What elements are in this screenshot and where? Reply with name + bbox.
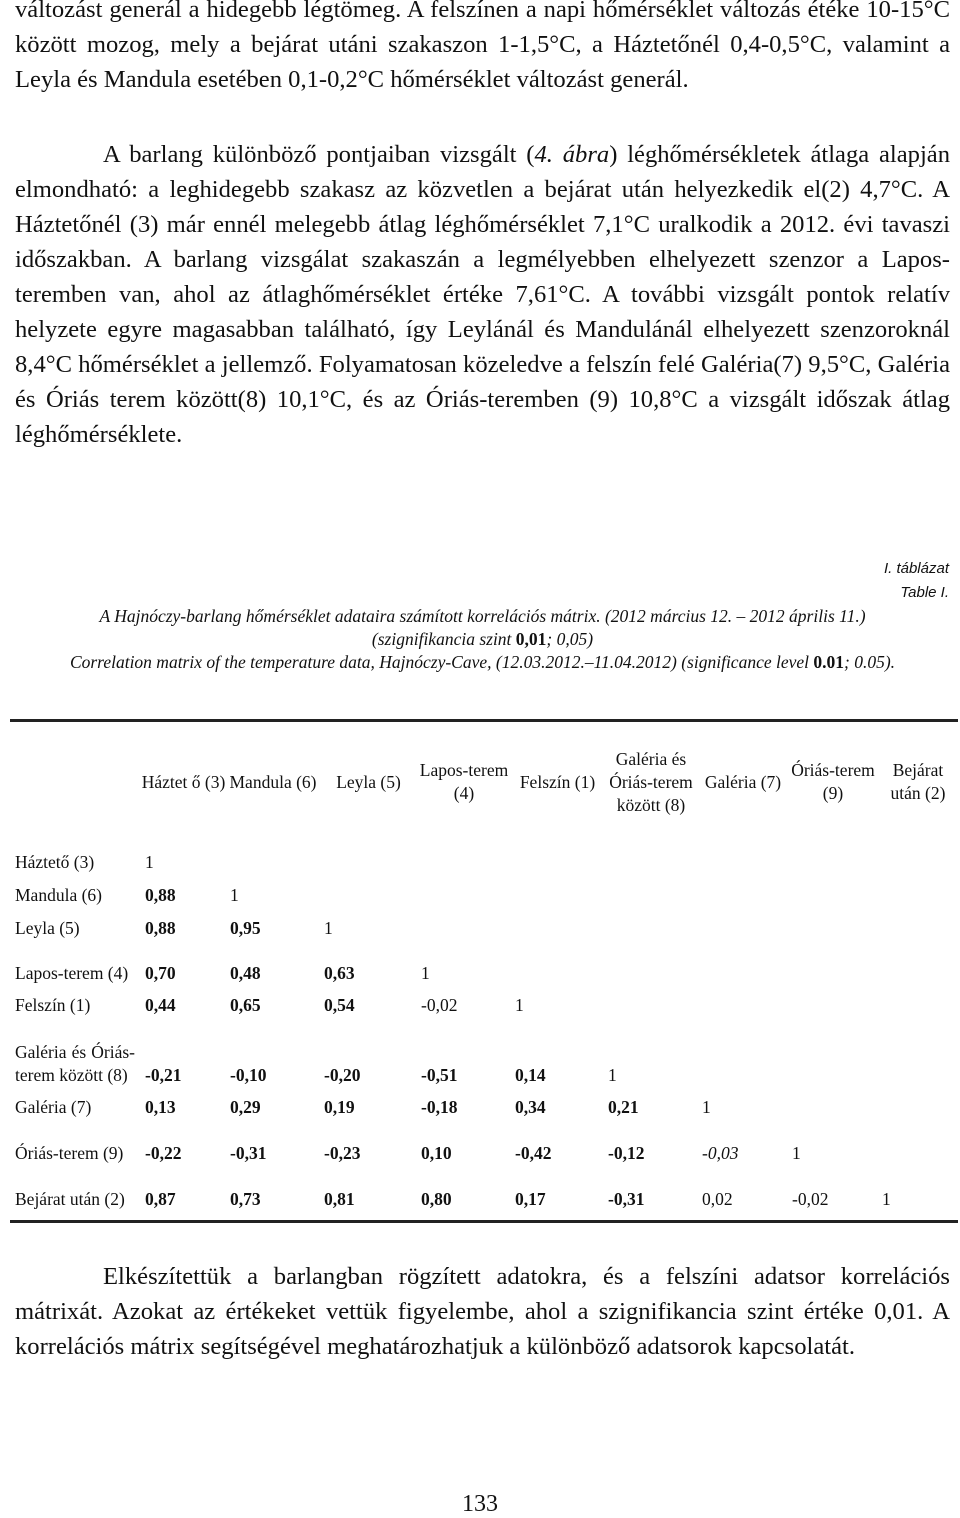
column-header: Leyla (5) [336,771,401,792]
table-cell: 1 [882,1189,891,1209]
table-cell: 0,88 [145,918,176,938]
table-cell [511,940,604,985]
row-label: Óriás-terem (9) [15,1143,124,1163]
row-label: Galéria és Óriás-terem között (8) [15,1042,135,1085]
table-cell [698,874,788,907]
table-row [10,907,958,940]
column-header: Mandula (6) [229,771,317,792]
row-label: Háztető (3) [15,852,95,872]
table-cell: 0,02 [702,1189,733,1209]
column-header: Háztet ő (3) [141,771,226,792]
table-row [10,985,958,1017]
caption-en-end: ; 0.05). [844,652,896,672]
table-cell [878,1087,958,1119]
table-row [10,842,958,874]
table-cell: -0,12 [608,1143,645,1163]
page-number: 133 [462,1491,498,1517]
table-cell: 0,70 [145,963,176,983]
table-cell [417,842,511,874]
table-cell: 0,73 [230,1189,261,1209]
table-row [10,1087,958,1119]
row-label: Bejárat után (2) [15,1189,125,1209]
correlation-matrix-table [10,722,958,1211]
table-cell: 0,48 [230,963,261,983]
table-cell [788,1087,878,1119]
table-caption-hu [60,605,905,651]
table-cell: 0,63 [324,963,355,983]
table-cell: -0,21 [145,1065,182,1085]
table-cell [511,842,604,874]
table-cell: 1 [230,885,239,905]
row-label: Felszín (1) [15,995,91,1015]
row-label: Leyla (5) [15,918,80,938]
table-cell [878,907,958,940]
figure-reference: 4. ábra [534,141,610,168]
table-cell [788,907,878,940]
table-cell: -0,03 [702,1143,739,1163]
table-cell [698,907,788,940]
table-row [10,940,958,985]
table-cell [604,985,698,1017]
table-cell: 1 [145,852,154,872]
table-cell: 1 [515,995,524,1015]
table-cell: 0,13 [145,1097,176,1117]
table-cell [604,842,698,874]
paragraph-2-text-b: ) léghőmérsékletek átlaga alapján elmondható: a leghidegebb szakasz az közvetlen a bejárat után helyezkedik el(2) 4,7°C. A Háztetőnél (3) már ennél melegebb átlag léghőmérséklet 7,1°C uralkodik a 2012. évi tavaszi időszakban. A barlang vizsgálat szakaszán a legmélyebben elhelyezett szenzor a Lapos-teremben van, ahol az átlaghőmérséklet értéke 7,61°C. A további vizsgált pontok relatív helyzete egyre magasabban található, így Leylánál és Mandulánál elhelyezett szenzoroknál 8,4°C hőmérséklet a jellemző. Folyamatosan közeledve a felszín felé Galéria(7) 9,5°C, Galéria és Óriás terem között(8) 10,1°C, és az Óriás-teremben (9) 10,8°C a vizsgált időszak átlag léghőmérséklete. [15,141,950,448]
table-cell: -0,02 [421,995,458,1015]
table-cell: -0,31 [230,1143,267,1163]
corner-cell [10,722,141,842]
row-label: Mandula (6) [15,885,102,905]
caption-en-sig: 0.01 [813,652,845,672]
table-cell [788,842,878,874]
table-cell [511,907,604,940]
table-cell [698,940,788,985]
table-row [10,1017,958,1087]
table-row [10,874,958,907]
table-cell [417,907,511,940]
table-cell [320,874,417,907]
table-cell: 0,17 [515,1189,546,1209]
table-row [10,1119,958,1165]
caption-hu-text: A Hajnóczy-barlang hőmérséklet adataira számított korrelációs mátrix. (2012 március 12. – 2012 április 11.) (szignifikancia szint [99,606,866,649]
table-cell: 0,88 [145,885,176,905]
caption-en-text: Correlation matrix of the temperature data, Hajnóczy-Cave, (12.03.2012.–11.04.2012) (significance level [69,652,814,672]
table-cell: 1 [421,963,430,983]
table-cell: 0,29 [230,1097,261,1117]
table-cell: -0,23 [324,1143,361,1163]
table-cell: 0,44 [145,995,176,1015]
table-cell: 0,54 [324,995,355,1015]
table-cell: 0,80 [421,1189,452,1209]
table-cell: 0,95 [230,918,261,938]
table-cell [788,985,878,1017]
table-cell: 0,81 [324,1189,355,1209]
table-cell [698,842,788,874]
paragraph-3: Elkészítettük a barlangban rögzített adatokra, és a felszíni adatsor korrelációs mátrixát. Azokat az értékeket vettük figyelembe, ahol a szignifikancia szint értéke 0,01. A korrelációs mátrix segítségével meghatározhatjuk a különböző adatsorok kapcsolatát. [15,1263,950,1360]
column-header: Felszín (1) [519,771,596,792]
table-cell [417,874,511,907]
row-label: Lapos-terem (4) [15,963,129,983]
table-cell [878,1119,958,1165]
table-cell [878,1017,958,1087]
table-caption-en [60,651,905,674]
table-cell: -0,31 [608,1189,645,1209]
table-cell: 0,34 [515,1097,546,1117]
table-cell [878,940,958,985]
paragraph-2 [15,137,950,452]
paragraph-1: változást generál a hidegebb légtömeg. A felszínen a napi hőmérséklet változás étéke 10-15°C között mozog, mely a bejárat utáni szakaszon 1-1,5°C, a Háztetőnél 0,4-0,5°C, valamint a Leyla és Mandula esetében 0,1-0,2°C hőmérséklet változást generál. [15,0,950,93]
table-cell [788,874,878,907]
table-cell: -0,42 [515,1143,552,1163]
table-cell: 0,19 [324,1097,355,1117]
table-cell [320,842,417,874]
table-cell: 0,10 [421,1143,452,1163]
table-cell: 1 [702,1097,711,1117]
table-header-row [10,722,958,842]
table-cell: -0,10 [230,1065,267,1085]
table-cell [878,874,958,907]
table-cell [511,874,604,907]
table-row [10,1165,958,1211]
table-bottom-rule [10,1220,958,1223]
table-cell: 1 [324,918,333,938]
table-cell [878,842,958,874]
table-cell: -0,18 [421,1097,458,1117]
table-cell: -0,02 [792,1189,829,1209]
column-header: Galéria (7) [704,771,782,792]
column-header: Lapos-terem (4) [419,760,509,803]
table-cell: 0,87 [145,1189,176,1209]
caption-hu-sig: 0,01 [515,629,547,649]
table-cell: 1 [608,1065,617,1085]
table-cell: 0,65 [230,995,261,1015]
table-cell [788,1017,878,1087]
table-cell: -0,22 [145,1143,182,1163]
row-label: Galéria (7) [15,1097,92,1117]
table-cell: 1 [792,1143,801,1163]
column-header: Galéria és Óriás-terem között (8) [609,748,693,815]
column-header: Óriás-terem (9) [791,760,875,803]
table-cell: 0,21 [608,1097,639,1117]
table-cell [788,940,878,985]
table-cell [226,842,320,874]
table-cell [604,907,698,940]
table-cell [698,1017,788,1087]
table-cell: 0,14 [515,1065,546,1085]
paragraph-2-text-a: A barlang különböző pontjaiban vizsgált ( [103,141,535,168]
table-label-en: Table I. [900,584,949,601]
column-header: Bejárat után (2) [890,760,946,803]
table-cell [878,985,958,1017]
table-cell [698,985,788,1017]
caption-hu-end: ; 0,05) [546,629,594,649]
table-cell [604,874,698,907]
table-cell: -0,51 [421,1065,458,1085]
table-label-hu: I. táblázat [883,560,949,577]
table-cell: -0,20 [324,1065,361,1085]
table-cell [604,940,698,985]
